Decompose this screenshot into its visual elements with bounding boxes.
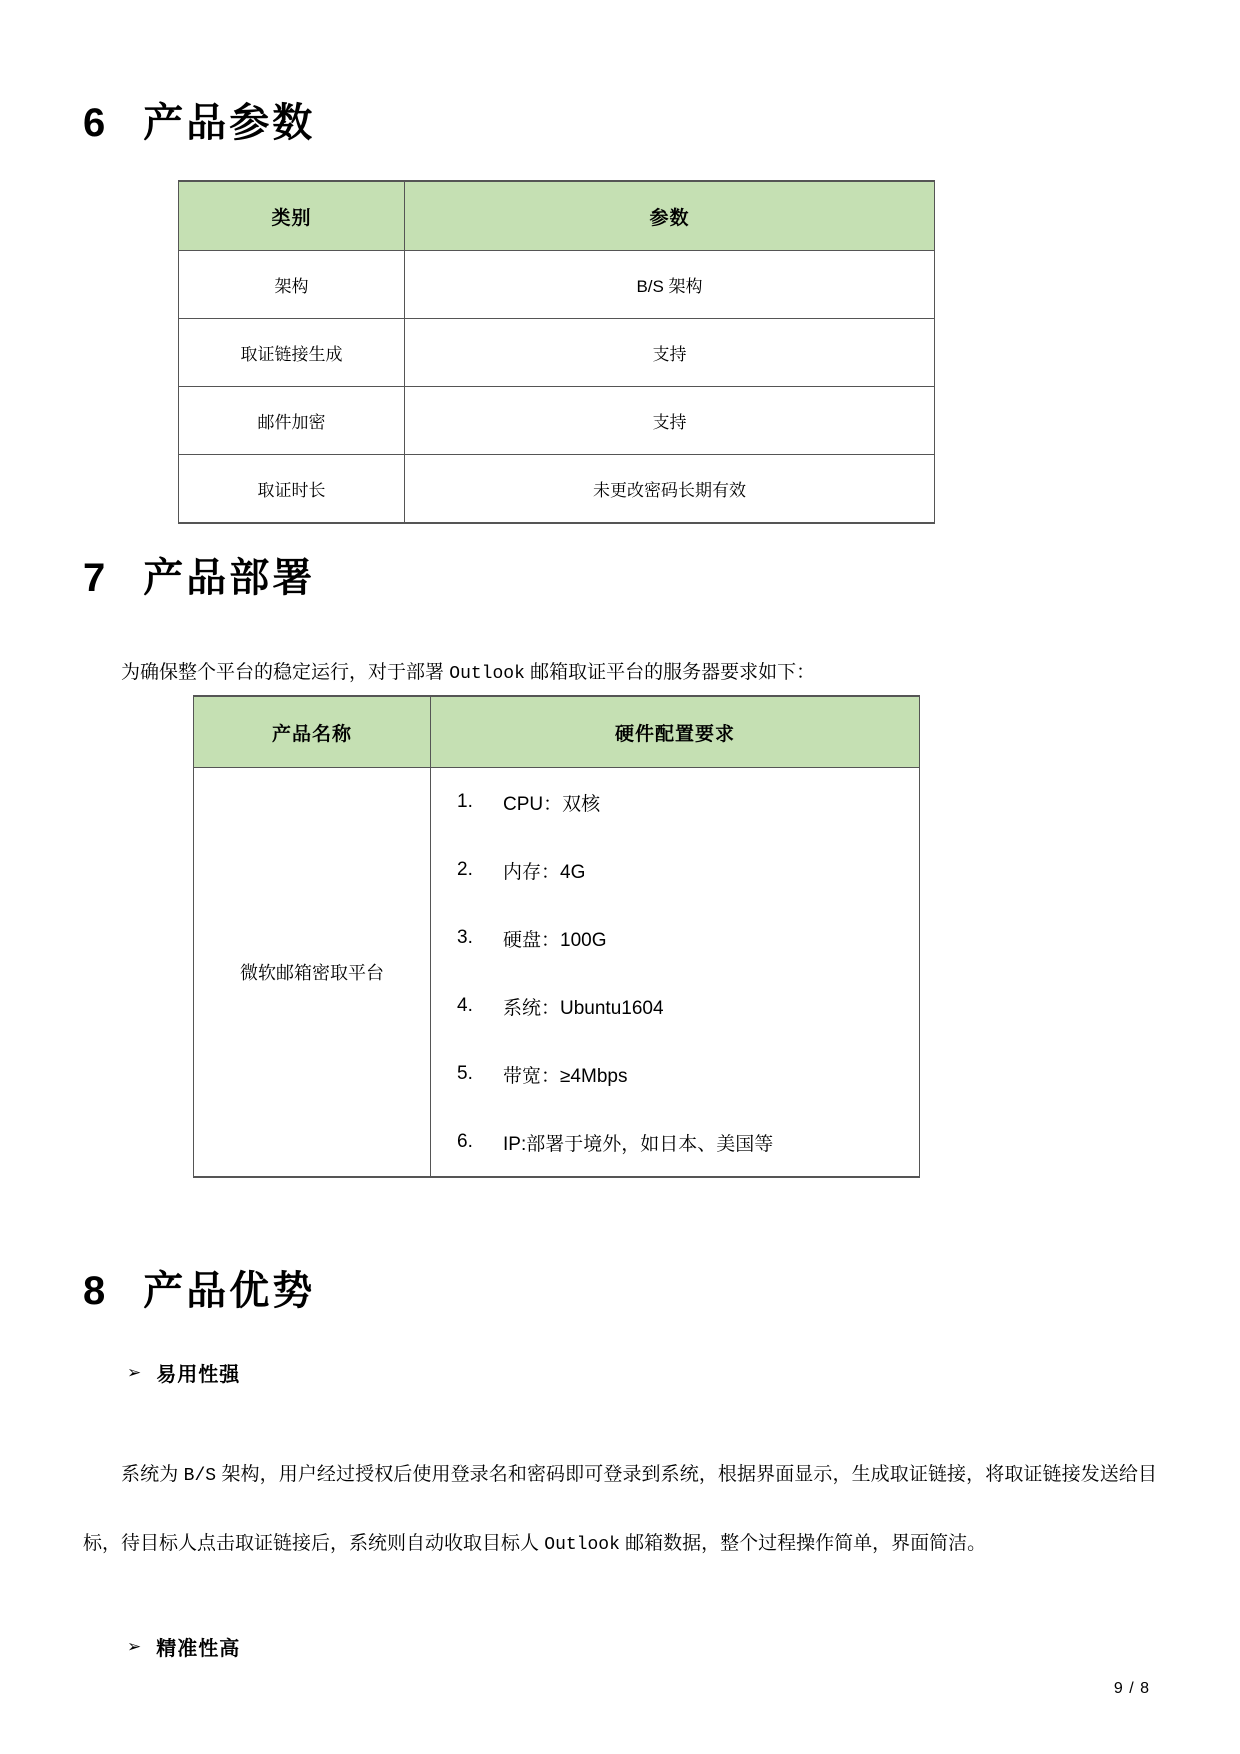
section-6-heading <box>83 100 315 146</box>
arrow-bullet-icon: ➢ <box>127 1637 142 1656</box>
section-number: 6 <box>83 101 106 145</box>
page-number: 9 / 8 <box>1113 1680 1150 1697</box>
intro-text-mono: Outlook <box>449 664 525 684</box>
requirement-item <box>457 768 919 836</box>
table-row <box>179 455 935 524</box>
item-text: 系统：Ubuntu1604 <box>503 997 664 1019</box>
requirement-item <box>457 836 919 904</box>
header-cell-hardware-req: 硬件配置要求 <box>431 696 920 768</box>
table-row <box>179 319 935 387</box>
item-number: 2. <box>457 859 473 880</box>
advantage-bullet-usability <box>127 1358 240 1387</box>
table-row <box>194 768 920 1178</box>
section-number: 8 <box>83 1269 106 1313</box>
bullet-label: 精准性高 <box>156 1638 241 1660</box>
table-cell: 取证时长 <box>179 455 405 524</box>
item-text: 硬盘：100G <box>503 929 607 951</box>
deployment-table <box>193 695 920 1178</box>
section-title: 产品参数 <box>143 101 316 145</box>
requirement-item <box>457 1040 919 1108</box>
requirement-item <box>457 1108 919 1176</box>
paragraph-text-mono: B/S <box>183 1466 217 1486</box>
item-number: 6. <box>457 1131 473 1152</box>
table-cell: 支持 <box>405 319 935 387</box>
advantage-paragraph <box>83 1441 1157 1579</box>
table-header-row <box>194 696 920 768</box>
deployment-intro-paragraph <box>83 656 1157 691</box>
requirement-item <box>457 904 919 972</box>
table-cell: 支持 <box>405 387 935 455</box>
table-header-row <box>179 181 935 251</box>
item-text: 内存：4G <box>503 861 586 883</box>
requirement-item <box>457 972 919 1040</box>
requirements-cell <box>431 768 920 1178</box>
item-text: CPU：双核 <box>503 793 601 815</box>
table-cell: B/S 架构 <box>405 251 935 319</box>
header-cell-category: 类别 <box>179 181 405 251</box>
table-cell: 未更改密码长期有效 <box>405 455 935 524</box>
section-number: 7 <box>83 556 106 600</box>
item-text: 带宽：≥4Mbps <box>503 1065 628 1087</box>
advantage-bullet-accuracy <box>127 1632 240 1661</box>
bullet-label: 易用性强 <box>156 1364 241 1386</box>
item-number: 5. <box>457 1063 473 1084</box>
paragraph-text: 邮箱数据，整个过程操作简单，界面简洁。 <box>619 1533 987 1554</box>
table-cell: 取证链接生成 <box>179 319 405 387</box>
product-parameters-table <box>178 180 935 524</box>
arrow-bullet-icon: ➢ <box>127 1363 142 1382</box>
intro-text: 邮箱取证平台的服务器要求如下： <box>524 662 816 683</box>
section-8-heading <box>83 1268 315 1314</box>
item-number: 3. <box>457 927 473 948</box>
requirements-list <box>431 768 919 1176</box>
intro-text: 为确保整个平台的稳定运行，对于部署 <box>121 662 450 683</box>
table-cell: 架构 <box>179 251 405 319</box>
paragraph-text: 系统为 <box>121 1464 184 1485</box>
product-name-cell: 微软邮箱密取平台 <box>194 768 431 1178</box>
paragraph-text: 架构，用户经过授权后使用登录名和密码即可登录到系统，根据界面显示，生成取证链接，将取证链接发送给目标，待目标人点击取证链接后，系统则自动收取目标人 <box>83 1464 1157 1554</box>
section-7-heading <box>83 555 315 601</box>
item-text: IP:部署于境外，如日本、美国等 <box>503 1133 774 1155</box>
table-row <box>179 251 935 319</box>
header-cell-product-name: 产品名称 <box>194 696 431 768</box>
item-number: 1. <box>457 791 473 812</box>
paragraph-text-mono: Outlook <box>544 1535 620 1555</box>
table-cell: 邮件加密 <box>179 387 405 455</box>
header-cell-parameter: 参数 <box>405 181 935 251</box>
section-title: 产品优势 <box>143 1269 316 1313</box>
item-number: 4. <box>457 995 473 1016</box>
table-row <box>179 387 935 455</box>
section-title: 产品部署 <box>143 556 316 600</box>
